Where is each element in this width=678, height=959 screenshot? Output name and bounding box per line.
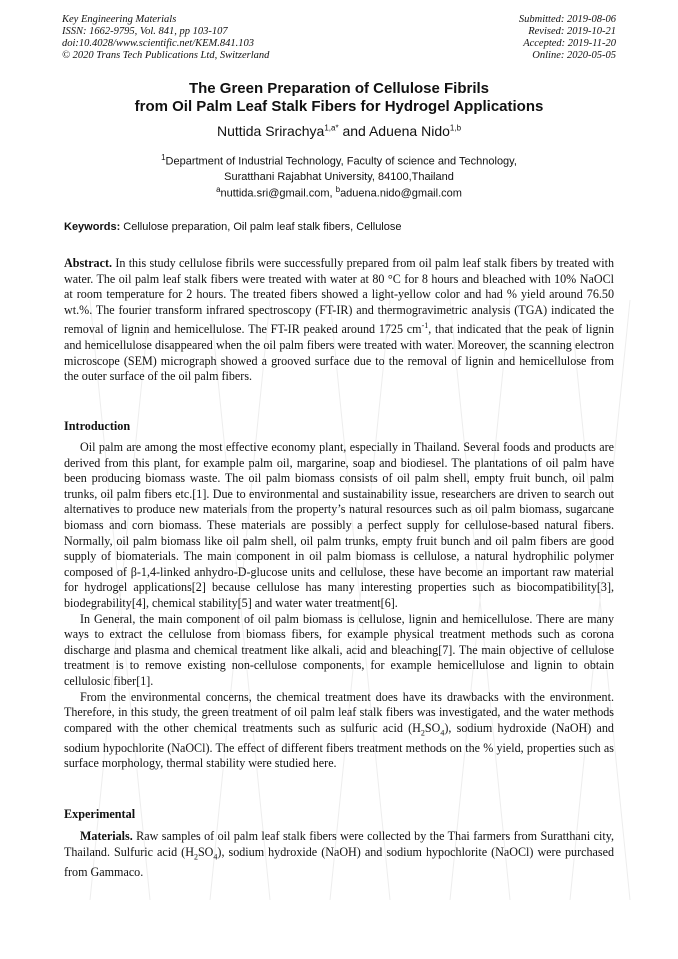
intro-paragraph-1: Oil palm are among the most effective economy plant, especially in Thailand. Several foods and products are derived from this plant, for example palm oil, margarine, soap and biodiesel. The plantations of oil palm have been producing biomass waste. The oil palm biomass consists of oil palm shell, empty fruit bunch, oil palm trunks, oil palm fibers etc.[1]. Due to environmental and sustainability issue, researchers are driven to search out alternatives to produce new materials from the property’s natural resources such as oil palm biomass, sugarcane biomass and corn biomass. These materials are possibly a perfect supply for cellulose-based natural fibers. Normally, oil palm biomass like oil palm shell, oil palm trunks, empty fruit bunch and oil palm fibers are good supply of biomaterials. The main component in oil palm biomass is cellulose, a natural hydrophilic polymer composed of β-1,4-linked anhydro-D-glucose units and cellulose, these have become an important raw material for hydrogel applications[2] because cellulose has many interesting properties such as biocompatibility[3], biodegrability[4], chemical stability[5] and water water treatment[6]. xyxy=(64,440,614,610)
intro-p3-text-a: From the environmental concerns, the chemical treatment does have its drawbacks with the environment. Therefore, in this study, the green treatment of oil palm leaf stalk fibers was investigated, and the water methods compared with the other chemical treatments such as sulfuric acid (H xyxy=(64,689,614,735)
materials-label: Materials. xyxy=(80,829,133,843)
author-1-affil: 1,a* xyxy=(324,123,339,133)
journal-doi: doi:10.4028/www.scientific.net/KEM.841.103 xyxy=(62,38,254,49)
keywords xyxy=(64,221,614,233)
affiliation-line-2: Suratthani Rajabhat University, 84100,Thailand xyxy=(224,170,454,183)
journal-issn: ISSN: 1662-9795, Vol. 841, pp 103-107 xyxy=(62,26,228,37)
author-2-affil: 1,b xyxy=(449,123,462,133)
abstract xyxy=(64,256,614,385)
intro-p3-text-c: ), sodium hydroxide (NaOH) and sodium hypochlorite (NaOCl). The effect of different fibers treatment methods on the % yield, properties such as surface morphology, thermal stability were studied here. xyxy=(64,720,614,771)
experimental-body xyxy=(64,829,614,880)
header-right xyxy=(519,14,616,62)
abstract-text-1: In this study cellulose fibrils were successfully prepared from oil palm leaf stalk fibers by treated with water. The oil palm leaf stalk fibers were treated with water at 80 °C for 8 hours and bleached with 10% NaOCl at room temperature for 2 hours. The treated fibers showed a light-yellow color and had % yield around 76.50 wt.%. The fourier transform infrared spectroscopy (FT-IR) and thermogravimetric analysis (TGA) indicated the removal of lignin and hemicellulose. The FT-IR peaked around 1725 cm xyxy=(64,256,614,337)
email-a: nuttida.sri@gmail.com, xyxy=(220,187,336,200)
email-b-marker: b xyxy=(335,185,341,194)
author-1: Nuttida Srirachya xyxy=(216,123,325,139)
email-b: aduena.nido@gmail.com xyxy=(340,187,462,200)
author-list xyxy=(40,123,638,139)
revised-date: Revised: 2019-10-21 xyxy=(528,26,616,37)
title-line-1: The Green Preparation of Cellulose Fibrils xyxy=(188,80,490,97)
intro-paragraph-3 xyxy=(64,690,614,772)
introduction-heading: Introduction xyxy=(64,419,131,433)
intro-p3-sub-1: 2 xyxy=(420,728,425,738)
submitted-date: Submitted: 2019-08-06 xyxy=(518,14,616,25)
author-emails xyxy=(40,185,638,200)
abstract-text-2: , that indicated that the peak of lignin and hemicellulose disappeared when the oil palm fibers were treated with water. Moreover, the scanning electron microscope (SEM) micrograph showed a grooved surface due to the removal of lignin and hemicellulose from the outer surface of the oil palm fibers. xyxy=(64,322,614,384)
intro-paragraph-2: In General, the main component of oil palm biomass is cellulose, lignin and hemicellulose. There are many ways to extract the cellulose from biomass fibers, for example physical treatment methods such as corona discharge and plasma and chemical treatment like alkali, acid and bleaching[7]. The main objective of cellulose treatment is to remove existing non-cellulose components, for example hemicellulose and lignin to obtain cellulosic fiber[1]. xyxy=(64,611,614,688)
keywords-label: Keywords: xyxy=(64,221,121,233)
online-date: Online: 2020-05-05 xyxy=(532,50,616,61)
intro-p3-text-b: SO xyxy=(424,720,441,735)
keywords-text: Cellulose preparation, Oil palm leaf stalk fibers, Cellulose xyxy=(120,221,402,233)
affiliation xyxy=(40,150,638,185)
email-a-marker: a xyxy=(216,185,221,194)
affiliation-line-1: Department of Industrial Technology, Faculty of science and Technology, xyxy=(165,155,517,168)
materials-sub-2: 4 xyxy=(213,852,218,861)
materials-text-a: Raw samples of oil palm leaf stalk fibers were collected by the Thai farmers from Suratthani city, Thailand. Sulfuric acid (H xyxy=(64,829,614,859)
materials-text-c: ), sodium hydroxide (NaOH) and sodium hypochlorite (NaOCl) were purchased from Gammaco. xyxy=(64,844,614,879)
journal-copyright: © 2020 Trans Tech Publications Ltd, Switzerland xyxy=(62,50,270,61)
abstract-unit-sup: -1 xyxy=(421,321,429,331)
affiliation-marker: 1 xyxy=(161,153,166,162)
introduction-body xyxy=(64,440,614,772)
materials-sub-1: 2 xyxy=(193,852,198,861)
author-2: Aduena Nido xyxy=(368,123,450,139)
intro-p3-sub-2: 4 xyxy=(440,728,445,738)
abstract-label: Abstract. xyxy=(64,256,113,270)
accepted-date: Accepted: 2019-11-20 xyxy=(523,38,616,49)
materials-text-b: SO xyxy=(197,844,214,859)
header-left xyxy=(62,14,269,62)
experimental-heading: Experimental xyxy=(64,807,136,821)
journal-name: Key Engineering Materials xyxy=(62,14,177,25)
materials-paragraph xyxy=(64,829,614,880)
title-line-2: from Oil Palm Leaf Stalk Fibers for Hydrogel Applications xyxy=(134,98,544,115)
author-separator: and xyxy=(338,123,369,139)
paper-title xyxy=(40,80,638,116)
